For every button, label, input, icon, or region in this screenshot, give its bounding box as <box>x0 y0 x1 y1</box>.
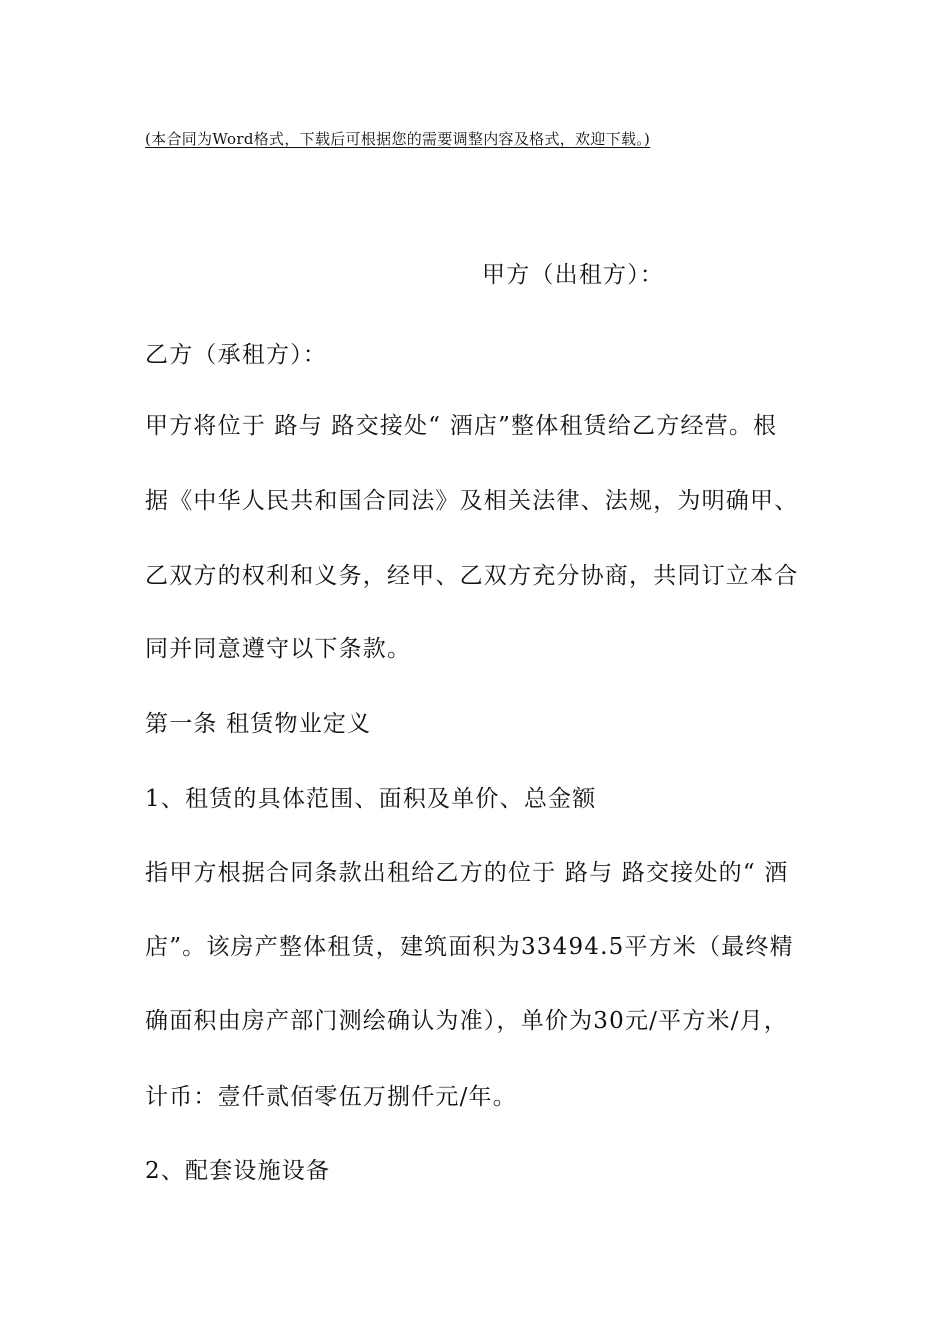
item-1-body-line-2: 店”。该房产整体租赁，建筑面积为33494.5平方米（最终精 <box>145 934 794 960</box>
item-1-body-line-3: 确面积由房产部门测绘确认为准），单价为30元/平方米/月， <box>145 1008 789 1034</box>
item-1-heading: 1、租赁的具体范围、面积及单价、总金额 <box>145 786 597 812</box>
download-notice: (本合同为Word格式，下载后可根据您的需要调整内容及格式，欢迎下载。) <box>145 130 651 148</box>
preamble-line-1: 甲方将位于 路与 路交接处“ 酒店”整体租赁给乙方经营。根 <box>145 413 778 439</box>
article-1-heading: 第一条 租赁物业定义 <box>145 711 372 737</box>
item-1-body-line-1: 指甲方根据合同条款出租给乙方的位于 路与 路交接处的“ 酒 <box>145 860 789 886</box>
preamble-line-3: 乙双方的权利和义务，经甲、乙双方充分协商，共同订立本合 <box>145 563 799 589</box>
party-a-label: 甲方（出租方）： <box>482 262 665 288</box>
preamble-line-4: 同并同意遵守以下条款。 <box>145 636 412 662</box>
preamble-line-2: 据《中华人民共和国合同法》及相关法律、法规，为明确甲、 <box>145 488 799 514</box>
item-1-body-line-4: 计币：壹仟贰佰零伍万捌仟元/年。 <box>145 1084 517 1110</box>
item-2-heading: 2、配套设施设备 <box>145 1158 331 1184</box>
party-b-label: 乙方（承租方）： <box>145 342 328 368</box>
